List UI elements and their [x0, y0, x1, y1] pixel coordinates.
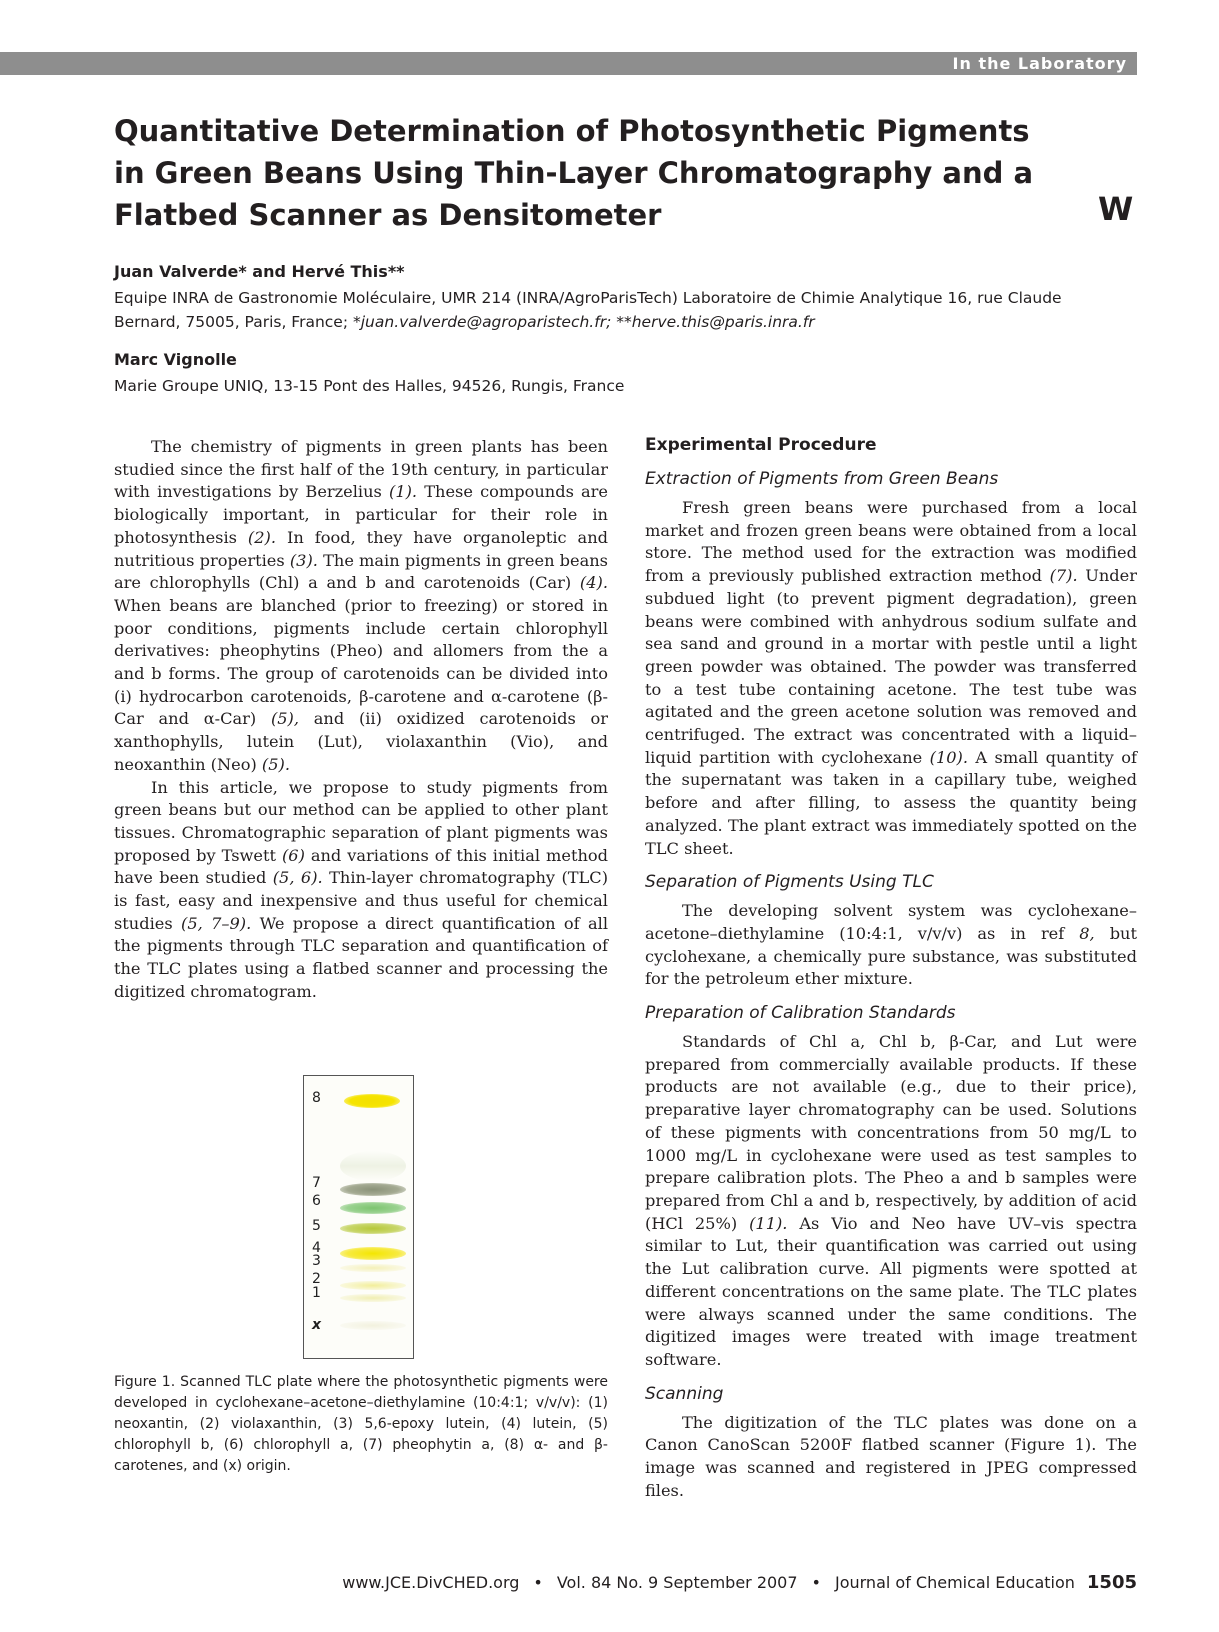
web-supplement-icon: W: [1098, 190, 1134, 228]
footer-separator: •: [533, 1573, 543, 1592]
experimental-column: [645, 433, 1137, 1502]
band-5-chlorophyll-b: [340, 1223, 406, 1234]
extraction-heading: Extraction of Pigments from Green Beans: [645, 469, 999, 489]
plate-label-8: 8: [312, 1090, 321, 1106]
band-6-chlorophyll-a: [340, 1202, 406, 1214]
journal-url: www.JCE.DivCHED.org: [342, 1573, 520, 1592]
intro-column: [114, 436, 608, 1004]
scanning-paragraph: The digitization of the TLC plates was done on a Canon CanoScan 5200F flatbed scanner (Figure 1). The image was scanned and registered in JPEG compressed files.: [645, 1412, 1137, 1500]
plate-label-4: 4: [312, 1240, 321, 1256]
page-number: 1505: [1086, 1572, 1137, 1593]
plate-label-2: 2: [312, 1271, 321, 1287]
band-2-violaxanthin: [340, 1281, 406, 1290]
plate-label-origin: x: [312, 1317, 322, 1333]
section-label: In the Laboratory: [952, 54, 1127, 73]
intro-paragraph-1: The chemistry of pigments in green plants has been studied since the first half of the 19th century, in particular with investigations by Berzelius (1). These compounds are biologically important, in particular for their role in photosynthesis (2). In food, they have organoleptic and nutritious properties (3). The main pigments in green beans are chlorophylls (Chl) a and b and carotenoids (Car) (4). When beans are blanched (prior to freezing) or stored in poor conditions, pigments include certain chlorophyll derivatives: pheophytins (Pheo) and allomers from the a and b forms. The group of carotenoids can be divided into (i) hydrocarbon carotenoids, β-carotene and α-carotene (β-Car and α-Car) (5), and (ii) oxidized carotenoids or xanthophylls, lutein (Lut), violaxanthin (Vio), and neoxanthin (Neo) (5).: [114, 437, 609, 774]
intro-paragraph-2: In this article, we propose to study pigments from green beans but our method can be applied to other plant tissues. Chromatographic separation of plant pigments was proposed by Tswett (6) and variations of this initial method have been studied (5, 6). Thin-layer chromatography (TLC) is fast, easy and inexpensive and thus useful for chemical studies (5, 7–9). We propose a direct quantification of all the pigments through TLC separation and quantification of the TLC plates using a flatbed scanner and processing the digitized chromatogram.: [114, 777, 609, 1001]
section-header-bar: [0, 52, 1137, 75]
calibration-heading: Preparation of Calibration Standards: [645, 1003, 956, 1024]
band-8-carotenes: [344, 1094, 400, 1108]
calibration-paragraph: Standards of Chl a, Chl b, β-Car, and Lut were prepared from commercially available products. If these products are not available (e.g., due to their price), preparative layer chromatography can be used. Solutions of these pigments with concentrations from 50 mg/L to 1000 mg/L in cyclohexane were used as test samples to prepare calibration plots. The Pheo a and b samples were prepared from Chl a and b, respectively, by addition of acid (HCl 25%) (11). As Vio and Neo have UV–vis spectra similar to Lut, their quantification was carried out using the Lut calibration curve. All pigments were spotted at different concentrations on the same plate. The TLC plates were always scanned under the same conditions. The digitized images were treated with image treatment software.: [645, 1032, 1137, 1369]
band-origin: [340, 1321, 406, 1330]
author-emails: juan.valverde@agroparistech.fr; **herve.this@paris.inra.fr: [360, 313, 815, 331]
band-3-epoxy-lutein: [340, 1264, 406, 1272]
scanning-heading: Scanning: [645, 1383, 724, 1404]
plate-label-7: 7: [312, 1175, 321, 1191]
plate-label-5: 5: [312, 1218, 321, 1234]
experimental-heading: Experimental Procedure: [645, 435, 877, 455]
extraction-paragraph: Fresh green beans were purchased from a local market and frozen green beans were obtained from a local store. The method used for the extraction was modified from a previously published extraction method (7). Under subdued light (to prevent pigment degradation), green beans were combined with anhydrous sodium sulfate and sea sand and ground in a mortar with pestle until a light green powder was obtained. The powder was transferred to a test tube containing acetone. The test tube was agitated and the green acetone solution was removed and centrifuged. The extract was concentrated with a liquid–liquid partition with cyclohexane (10). A small quantity of the supernatant was taken in a capillary tube, weighed before and after filling, to assess the quantity being analyzed. The plant extract was immediately spotted on the TLC sheet.: [645, 498, 1137, 858]
author-line-1: Juan Valverde* and Hervé This**: [114, 262, 405, 281]
journal-name: Journal of Chemical Education: [834, 1573, 1075, 1592]
separation-heading: Separation of Pigments Using TLC: [645, 872, 934, 893]
article-title: Quantitative Determination of Photosynthetic Pigments in Green Beans Using Thin-Layer Chromatography and a Flatbed Scanner as Densitometer: [114, 114, 1034, 232]
plate-label-6: 6: [312, 1193, 321, 1209]
affiliation-1: Equipe INRA de Gastronomie Moléculaire, UMR 214 (INRA/AgroParisTech) Laboratoire de Chimie Analytique 16, rue Claude Bernard, 75005, Paris, France; *juan.valverde@agroparistech.fr; **herve.this@paris.inra.fr: [114, 289, 1062, 331]
plate-label-1: 1: [312, 1285, 321, 1301]
author-line-2: Marc Vignolle: [114, 350, 237, 369]
separation-paragraph: The developing solvent system was cyclohexane–acetone–diethylamine (10:4:1, v/v/v) as in ref 8, but cyclohexane, a chemically pure substance, was substituted for the petroleum ether mixture.: [645, 901, 1137, 989]
band-4-lutein: [340, 1247, 406, 1260]
volume-info: Vol. 84 No. 9 September 2007: [556, 1573, 798, 1592]
page-footer: [342, 1572, 1137, 1593]
affiliation-2: Marie Groupe UNIQ, 13-15 Pont des Halles, 94526, Rungis, France: [114, 377, 625, 395]
tlc-plate-image: [303, 1075, 414, 1359]
band-1-neoxanthin: [340, 1294, 406, 1302]
plate-label-3: 3: [312, 1253, 321, 1269]
footer-separator: •: [811, 1573, 821, 1592]
band-7-pheophytin-a: [340, 1183, 406, 1196]
figure-caption: Figure 1. Scanned TLC plate where the photosynthetic pigments were developed in cyclohexane–acetone–diethylamine (10:4:1; v/v/v): (1) neoxantin, (2) violaxanthin, (3) 5,6-epoxy lutein, (4) lutein, (5) chlorophyll b, (6) chlorophyll a, (7) pheophytin a, (8) α- and β-carotenes, and (x) origin.: [114, 1374, 608, 1474]
